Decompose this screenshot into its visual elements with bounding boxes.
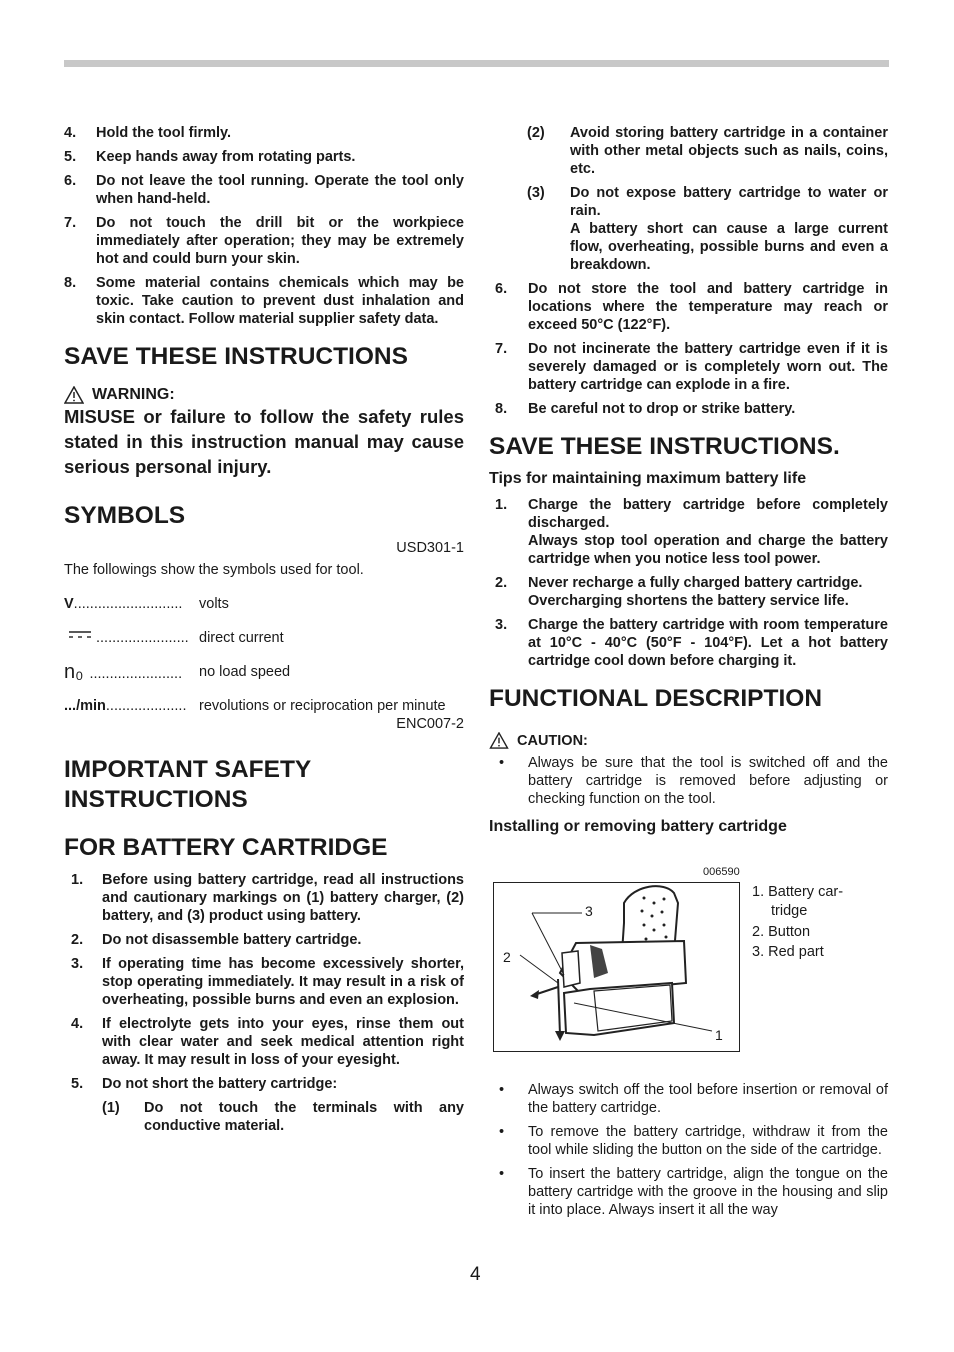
save-heading: SAVE THESE INSTRUCTIONS <box>64 343 408 370</box>
symbols-heading: SYMBOLS <box>64 502 186 529</box>
battery-tool-illustration <box>494 883 739 1051</box>
list-item: • To remove the battery cartridge, withdraw it from the tool while sliding the button on the side of the cartridge. <box>499 1124 888 1158</box>
list-item: • To insert the battery cartridge, align the tongue on the battery cartridge with the groove in the housing and slip it into place. Always insert it all the way <box>499 1166 888 1218</box>
list-item: 5. Keep hands away from rotating parts. <box>64 149 356 165</box>
tool-safety-list <box>64 124 464 328</box>
warning-title: WARNING: <box>64 386 464 404</box>
list-item: 7. Do not touch the drill bit or the workpiece immediately after operation; they may be extremely hot and could burn your skin. <box>64 215 464 267</box>
list-item: 4. If electrolyte gets into your eyes, rinse them out with clear water and seek medical attention right away. It may result in loss of your eyesight. <box>71 1016 464 1068</box>
list-item: 1. Before using battery cartridge, read all instructions and cautionary markings on (1) battery charger, (2) battery, and (3) product using battery. <box>71 872 464 924</box>
list-item: 1. Charge the battery cartridge before completely discharged. Always stop tool operation and charge the battery cartridge when you notice less tool power. <box>495 497 888 567</box>
sub-list-item: (1) Do not touch the terminals with any conductive material. <box>102 1100 464 1134</box>
callout-3: 3 <box>585 903 593 919</box>
left-column <box>64 124 464 1141</box>
sub-list-item: (3) Do not expose battery cartridge to water or rain. A battery short can cause a large current flow, overheating, possible burns and even a breakdown. <box>527 185 888 273</box>
direct-current-icon <box>68 630 92 640</box>
functional-heading: FUNCTIONAL DESCRIPTION <box>489 685 823 712</box>
list-item: 3. Charge the battery cartridge with room temperature at 10°C - 40°C (50°F - 104°F). Let a hot battery cartridge cool down before charging it. <box>495 617 888 669</box>
symbol-row: n₀ ....................... no load speed <box>64 663 291 683</box>
save-heading-2: SAVE THESE INSTRUCTIONS. <box>489 433 840 460</box>
symbol-row: ....................... direct current <box>64 629 464 663</box>
list-item: 3. If operating time has become excessively shorter, stop operating immediately. It may result in a risk of overheating, possible burns and even an explosion. <box>71 956 464 1008</box>
header-rule <box>64 60 889 67</box>
important-heading: IMPORTANT SAFETY INSTRUCTIONS <box>64 756 311 813</box>
battery-safety-list <box>64 871 464 1135</box>
symbols-end-code: ENC007-2 <box>396 716 464 732</box>
callout-1: 1 <box>715 1027 723 1043</box>
caution-triangle-icon <box>489 732 509 749</box>
symbols-code: USD301-1 <box>396 540 464 556</box>
callout-2: 2 <box>503 949 511 965</box>
warning-text: MISUSE or failure to follow the safety rules stated in this instruction manual may cause serious personal injury. <box>64 406 464 477</box>
battery-heading: FOR BATTERY CARTRIDGE <box>64 834 388 861</box>
list-item: 6. Do not store the tool and battery cartridge in locations where the temperature may reach or exceed 50°C (122°F). <box>495 281 888 333</box>
list-item: 4. Hold the tool firmly. <box>64 125 232 141</box>
symbol-row: .../min.................... revolutions or reciprocation per minute <box>64 698 446 714</box>
list-item: 2. Never recharge a fully charged battery cartridge. Overcharging shortens the battery service life. <box>495 575 863 609</box>
list-item: 6. Do not leave the tool running. Operate the tool only when hand-held. <box>64 173 464 207</box>
symbol-row: V........................... volts <box>64 596 229 612</box>
right-column <box>489 124 888 836</box>
tips-heading: Tips for maintaining maximum battery life <box>489 470 807 487</box>
caution-title: CAUTION: <box>489 732 888 749</box>
sub-list-item: (2) Avoid storing battery cartridge in a container with other metal objects such as nails, coins, etc. <box>527 125 888 177</box>
figure-code: 006590 <box>703 866 740 878</box>
symbols-intro: The followings show the symbols used for tool. <box>64 562 364 578</box>
no-load-speed-symbol: n₀ <box>64 663 84 683</box>
list-item: 8. Be careful not to drop or strike battery. <box>495 401 796 417</box>
list-item: 5. Do not short the battery cartridge: <box>71 1076 338 1092</box>
install-bullets <box>489 1081 888 1225</box>
install-heading: Installing or removing battery cartridge <box>489 818 787 835</box>
battery-figure <box>493 882 740 1052</box>
list-item: 2. Do not disassemble battery cartridge. <box>71 932 362 948</box>
figure-legend: 1. Battery car- tridge 2. Button 3. Red part <box>752 884 844 960</box>
list-item: • Always switch off the tool before insertion or removal of the battery cartridge. <box>499 1082 888 1116</box>
list-item: 8. Some material contains chemicals which may be toxic. Take caution to prevent dust inhalation and skin contact. Follow material supplier safety data. <box>64 275 464 327</box>
warning-triangle-icon <box>64 386 84 404</box>
list-item: 7. Do not incinerate the battery cartridge even if it is severely damaged or is completely worn out. The battery cartridge can explode in a fire. <box>495 341 888 393</box>
symbols-table <box>64 595 464 715</box>
caution-bullet: • Always be sure that the tool is switched off and the battery cartridge is removed before adjusting or checking function on the tool. <box>499 755 888 807</box>
page-number: 4 <box>470 1264 481 1285</box>
